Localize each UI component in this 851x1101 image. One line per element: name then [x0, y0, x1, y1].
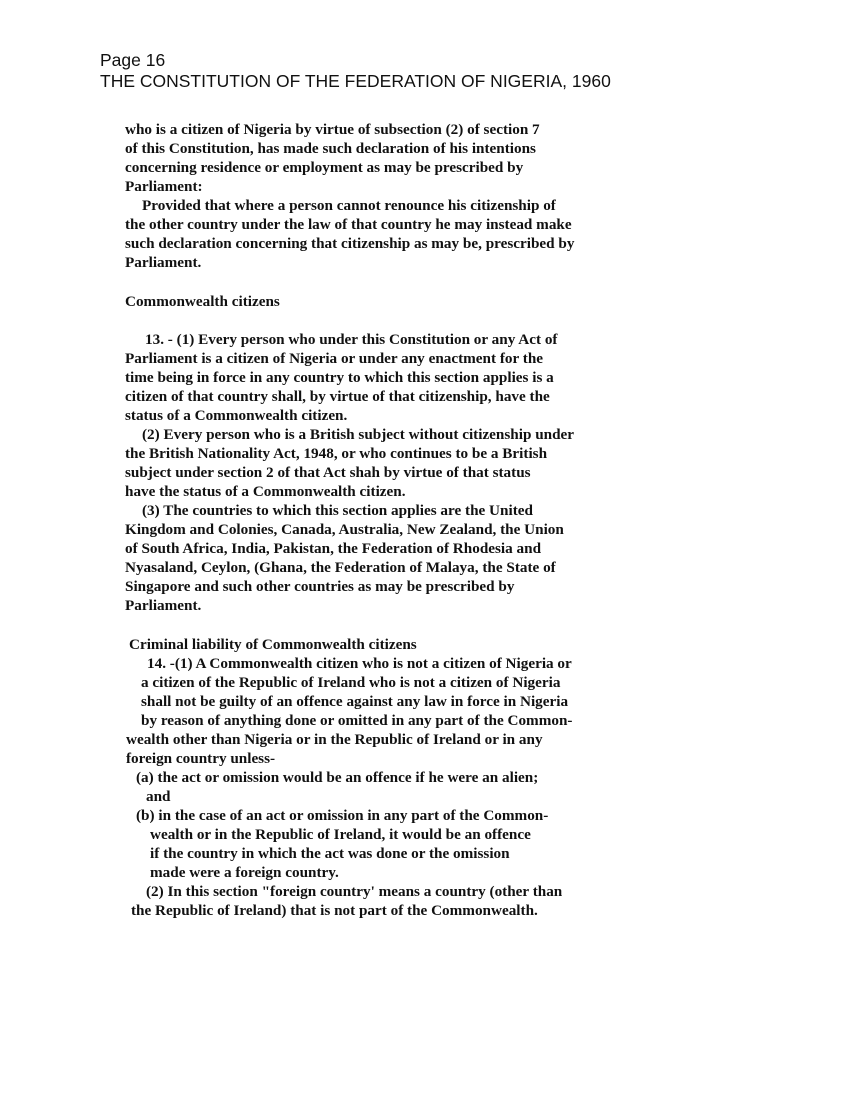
section-heading: Criminal liability of Commonwealth citizens — [129, 636, 417, 653]
text-line: wealth or in the Republic of Ireland, it would be an offence — [150, 826, 531, 843]
text-line: the other country under the law of that country he may instead make — [125, 216, 572, 233]
text-line: by reason of anything done or omitted in any part of the Common- — [141, 712, 573, 729]
text-line: the British Nationality Act, 1948, or who continues to be a British — [125, 445, 548, 462]
text-line: concerning residence or employment as may be prescribed by — [125, 159, 524, 176]
text-line: of this Constitution, has made such declaration of his intentions — [125, 140, 536, 157]
section-heading: Commonwealth citizens — [125, 293, 280, 310]
text-line: Kingdom and Colonies, Canada, Australia, New Zealand, the Union — [125, 521, 564, 538]
text-line: and — [146, 788, 171, 805]
text-line: 13. - (1) Every person who under this Constitution or any Act of — [145, 331, 558, 348]
text-line: Provided that where a person cannot renounce his citizenship of — [142, 197, 556, 214]
text-line: citizen of that country shall, by virtue of that citizenship, have the — [125, 388, 550, 405]
text-line: status of a Commonwealth citizen. — [125, 407, 348, 424]
page-header — [100, 50, 611, 92]
text-line: foreign country unless- — [126, 750, 276, 767]
text-line: 14. -(1) A Commonwealth citizen who is not a citizen of Nigeria or — [147, 655, 572, 672]
text-line: Singapore and such other countries as may be prescribed by — [125, 578, 515, 595]
text-line: Parliament: — [125, 178, 203, 195]
text-line: of South Africa, India, Pakistan, the Federation of Rhodesia and — [125, 540, 542, 557]
text-line: subject under section 2 of that Act shah by virtue of that status — [125, 464, 531, 481]
text-line: Parliament. — [125, 597, 202, 614]
text-line: made were a foreign country. — [150, 864, 339, 881]
text-line: (3) The countries to which this section applies are the United — [142, 502, 533, 519]
page-number: Page 16 — [100, 50, 166, 70]
document-title: THE CONSTITUTION OF THE FEDERATION OF NIGERIA, 1960 — [100, 71, 611, 91]
text-line: Nyasaland, Ceylon, (Ghana, the Federation of Malaya, the State of — [125, 559, 556, 576]
text-line: if the country in which the act was done or the omission — [150, 845, 510, 862]
text-line: (2) In this section "foreign country' means a country (other than — [146, 883, 563, 900]
text-line: such declaration concerning that citizenship as may be, prescribed by — [125, 235, 575, 252]
text-line: shall not be guilty of an offence against any law in force in Nigeria — [141, 693, 569, 710]
text-line: Parliament. — [125, 254, 202, 271]
text-line: a citizen of the Republic of Ireland who is not a citizen of Nigeria — [141, 674, 561, 691]
text-line: Parliament is a citizen of Nigeria or under any enactment for the — [125, 350, 544, 367]
text-line: the Republic of Ireland) that is not part of the Commonwealth. — [131, 902, 538, 919]
text-line: (a) the act or omission would be an offence if he were an alien; — [136, 769, 539, 786]
text-line: time being in force in any country to which this section applies is a — [125, 369, 554, 386]
text-line: (b) in the case of an act or omission in any part of the Common- — [136, 807, 549, 824]
text-line: have the status of a Commonwealth citizen. — [125, 483, 406, 500]
text-line: (2) Every person who is a British subject without citizenship under — [142, 426, 575, 443]
text-line: who is a citizen of Nigeria by virtue of subsection (2) of section 7 — [125, 121, 540, 138]
text-line: wealth other than Nigeria or in the Republic of Ireland or in any — [126, 731, 543, 748]
